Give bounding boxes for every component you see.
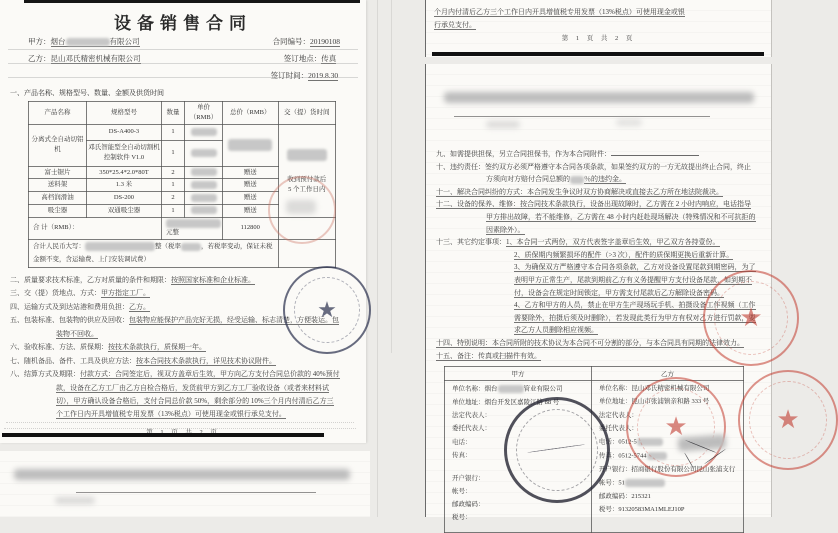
cell-product-1: 分离式全自动切铝机 [29, 124, 87, 166]
cell-spec-5: DS-200 [86, 192, 161, 205]
cell-total-4: 赠送 [222, 179, 278, 192]
party-a-line [28, 36, 140, 47]
b-legal-rep: 法定代表人： [598, 411, 638, 419]
cell-qty-2: 1 [161, 140, 184, 166]
clause-10: 十、违约责任：签约双方必须严格遵守本合同各项条款，如果签约双方的一方无故提出终止合同，终止方须向对方赔付合同总额的 ％的违约金。 [436, 162, 751, 184]
scan-top-edge [24, 0, 360, 3]
b-account: 帐号：51 [599, 479, 738, 488]
clause-6: 六、验收标准、方法、质保期：按技术条款执行，质保期一年。 [10, 343, 206, 352]
contract-page-1-end [425, 0, 772, 57]
scan-noise-line [6, 422, 354, 423]
total-amount-cell [161, 217, 222, 240]
contract-header-fields [28, 36, 340, 81]
column-divider-line [377, 0, 378, 517]
clause-13-item-3: 3、为确保双方严格遵守本合同各项条款，乙方对设备设置尾款到期密码，为了表明甲方正常生产，尾款到期前乙方有义务提醒甲方支付设备尾款，如到期不付，设备会在规定时间锁定，甲方需支付尾款后乙方解除设备密码。 [514, 263, 756, 297]
page-number: 第 1 页 共 2 页 [561, 35, 636, 43]
clause-13: 十三、其它约定事项：1、本合同一式两份，双方代表签字盖章后生效，甲乙双方各持壹份。 [436, 238, 720, 247]
cell-qty-1: 1 [161, 124, 184, 140]
cell-total-6: 赠送 [222, 204, 278, 217]
clause-12: 十二、设备的保养、维修：按合同技术条款执行，设备出现故障时，乙方需在 2 小时内响应，电话指导甲方排出故障，若不能维修，乙方需在 48 小时内赶赴现场解决（特殊情况和不可抗拒的因素除外）。 [436, 200, 756, 234]
clause-3: 三、交（提）货地点、方式：甲方指定工厂。 [10, 289, 150, 298]
redaction-delivery [287, 149, 327, 161]
redaction-penalty-rate [570, 176, 584, 184]
b-fax: 传真：0512-5744 [599, 452, 738, 461]
col-qty: 数量 [161, 102, 184, 125]
contract-title: 设备销售合同 [114, 14, 252, 33]
a-account: 帐号： [452, 487, 472, 495]
clause-13-item-2: 2、质保期内频繁损坏的配件（>3 次），配件的质保期更换后重新计算。 [514, 250, 734, 259]
clause-7: 七、随机备品、备件、工具及供应方法：按本合同技术条款执行，详见技术协议附件。 [10, 356, 276, 365]
sign-date-label: 签订时间： [270, 71, 309, 80]
party-a-company-seal-stamp [283, 266, 371, 354]
a-tax: 税号： [452, 514, 472, 522]
contract-no-value: 20190108 [310, 37, 340, 46]
cell-qty-4: 1 [161, 179, 184, 192]
b-tax: 税号：91320583MA1MLEJ10P [598, 505, 685, 513]
redaction-b-account [625, 479, 665, 487]
col-price: 单价 （RMB） [185, 102, 223, 125]
cell-price-1 [185, 124, 223, 140]
a-phone: 电话： [452, 438, 472, 446]
col-spec: 规格型号 [86, 102, 161, 125]
faint-scribble [616, 119, 642, 126]
party-b-header: 乙方 [591, 367, 743, 381]
party-b-label: 乙方： [28, 54, 51, 63]
party-a-header: 甲方 [445, 367, 592, 381]
contract-no-label: 合同编号： [272, 37, 310, 46]
cell-price-5 [185, 192, 223, 205]
cell-qty-5: 2 [161, 192, 184, 205]
col-product: 产品名称 [29, 102, 87, 125]
party-a-label: 甲方： [28, 37, 51, 46]
clause-2: 二、质量要求技术标准，乙方对质量的条件和期限：按照国家标准和企业标准。 [10, 276, 255, 284]
faint-scribble [486, 121, 520, 128]
words-seg1: 整（税率 [155, 243, 181, 251]
cell-product-5: 高档润滑油 [29, 192, 87, 205]
ruled-line [8, 77, 358, 78]
scan-noise-line [4, 428, 356, 429]
b-bank: 开户银行：招商银行股份有限公司昆山张浦支行 [598, 465, 736, 473]
clause-15: 十五、备注：传真或扫描件有效。 [436, 351, 541, 360]
redaction-total [228, 139, 272, 151]
delivery-note: 5 个工作日内 [288, 185, 326, 193]
clause-5: 五、包装标准、包装物的供应及回收：包装物应能保护产品完好无损，经受运输、标志清楚，方便装运。包装物不回收。 [10, 316, 339, 338]
total-unit: 元整 [165, 229, 179, 237]
party-a-prefix: 烟台 [50, 37, 66, 46]
stamp-smudge [286, 200, 316, 214]
cell-spec-3: 350*25.4*2.0*80T [86, 166, 161, 179]
party-a-value [51, 37, 140, 47]
cell-price-6 [185, 204, 223, 217]
clause-8: 八、结算方式及期限：付款方式：合同签定后，视双方盖章后生效，甲方向乙方支付合同总价款的 40%预付款，设备在乙方工厂由乙方自检合格后，发货前甲方到乙方工厂验收设备（或者来材料试切），甲方确认设备合格后，支付合同总价款 50%，剩余部分的 10%三个月内付清后乙方三个工作日内开具增值税专用发票（13%税点）可使用现金或银行承兑支付。 [10, 370, 340, 419]
party-a-suffix: 有限公司 [109, 37, 140, 46]
a-legal-rep: 法定代表人： [452, 412, 491, 420]
redaction-words [85, 242, 155, 251]
sign-date-line [271, 70, 340, 81]
cell-spec-4: 1.3 米 [86, 179, 161, 192]
faint-red-contract-seal-stamp [268, 176, 336, 244]
delivery-note: 收到预付款后 [287, 175, 327, 183]
blank-underline [611, 149, 699, 156]
a-zip: 邮政编码： [452, 501, 485, 509]
table-header-row [29, 102, 336, 125]
b-agent: 委托代表人： [598, 424, 638, 432]
clause-4: 四、运输方式及到达站港和费用负担：乙方。 [10, 302, 150, 311]
clause-9: 九、如需提供担保，另立合同担保书，作为本合同附件： [436, 148, 757, 161]
next-scan-partial [0, 451, 370, 517]
clause-14: 十四、特别说明：本合同所附的技术协议为本合同不可分割的部分，与本合同具有同期的法律效力。 [436, 338, 744, 347]
party-b-company-seal-stamp [703, 270, 799, 366]
cell-total-5: 赠送 [222, 192, 278, 205]
party-b-value: 昆山邓氏精密机械有限公司 [50, 54, 141, 63]
ruled-line [8, 49, 358, 50]
a-name: 单位名称：烟台 管业有限公司 [452, 385, 563, 393]
sign-place-value: 传真 [321, 54, 337, 63]
total-label: 合 计（RMB）： [29, 217, 162, 240]
blurred-text-band [14, 469, 350, 480]
a-address: 单位地址：烟台开发区嘉陵江路 88 号 [452, 398, 560, 406]
ruled-line [8, 63, 358, 64]
cell-product-4: 送料架 [29, 179, 87, 192]
total-value: 112800 [222, 217, 278, 240]
signature-line [76, 492, 316, 493]
blurred-text-band [444, 92, 754, 103]
clause-13-item-4: 4、乙方和甲方的人员，禁止在甲方生产现场玩手机、拍摄设备工作视频（工作需要除外，拍摄后须及时删除），若发现此类行为甲方有权对乙方进行罚款，要求乙方人员删除相应视频。 [514, 301, 756, 335]
clause-11: 十一、解决合同纠纷的方式：本合同发生争议时双方协商解决或直接去乙方所在地法院裁决。 [436, 187, 723, 196]
col-total: 总价（RMB） [222, 102, 278, 125]
redaction-taxrate [181, 243, 201, 251]
redaction-amount [166, 219, 221, 228]
contract-page-1 [0, 0, 366, 443]
cell-total-3: 赠送 [222, 166, 278, 179]
party-a-round-stamp [504, 397, 610, 503]
cell-qty-3: 2 [161, 166, 184, 179]
empty-cell [278, 240, 335, 268]
cell-spec-2: 邓氏智能型全自动切割机控制软件 V1.0 [86, 140, 161, 166]
signature-line [454, 116, 710, 117]
words-seg2: ，若税率变动，保证未税金额不变，含运输费、上门安装调试费） [33, 243, 273, 263]
partial-red-seal-stamp [738, 370, 838, 470]
b-address: 单位地址：昆山市张浦镇亲和路 333 号 [598, 398, 710, 406]
signature-header-row [445, 367, 744, 381]
b-zip: 邮政编码：215321 [598, 492, 651, 500]
amount-words-row [29, 240, 336, 268]
b-phone: 电话：0512-5 [599, 438, 738, 447]
a-bank: 开户银行： [452, 474, 485, 482]
party-b-company-seal-stamp [626, 377, 726, 477]
redaction-a-name [498, 385, 524, 393]
amount-words-cell [29, 240, 279, 268]
a-agent: 委托代表人： [452, 425, 491, 433]
column-divider-line [391, 0, 392, 353]
b-name: 单位名称：昆山邓氏精密机械有限公司 [598, 385, 710, 393]
cell-spec-6: 双通吸尘器 [86, 204, 161, 217]
cell-spec-1: DS-A400-3 [86, 124, 161, 140]
cell-price-3 [185, 166, 223, 179]
scan-bottom-edge [432, 52, 764, 56]
table-row [29, 124, 336, 140]
cell-product-6: 吸尘器 [29, 204, 87, 217]
a-fax: 传真： [452, 451, 472, 459]
scan-bottom-edge [2, 433, 324, 437]
contract-no-line [273, 36, 341, 47]
words-label: 合计人民币大写： [33, 243, 85, 251]
cell-total-merged [222, 124, 278, 166]
redaction-party-a-name [66, 38, 110, 46]
contract-page-2 [425, 64, 772, 522]
faint-scribble [55, 497, 95, 504]
section-1-title: 一、产品名称、规格型号、数量、金额及供货时间 [10, 89, 164, 97]
col-delivery: 交（提）货时间 [278, 102, 335, 125]
payment-clause-continuation: 个月内付清后乙方三个工作日内开具增值税专用发票（13%税点）可使用现金或银 行承兑支付。 [434, 8, 685, 29]
cell-product-3: 富士锯片 [29, 166, 87, 179]
sign-place-label: 签订地点： [283, 54, 322, 63]
sign-date-value: 2019.8.30 [308, 71, 339, 80]
cell-qty-6: 1 [161, 204, 184, 217]
cell-price-2 [185, 140, 223, 166]
cell-price-4 [185, 179, 223, 192]
